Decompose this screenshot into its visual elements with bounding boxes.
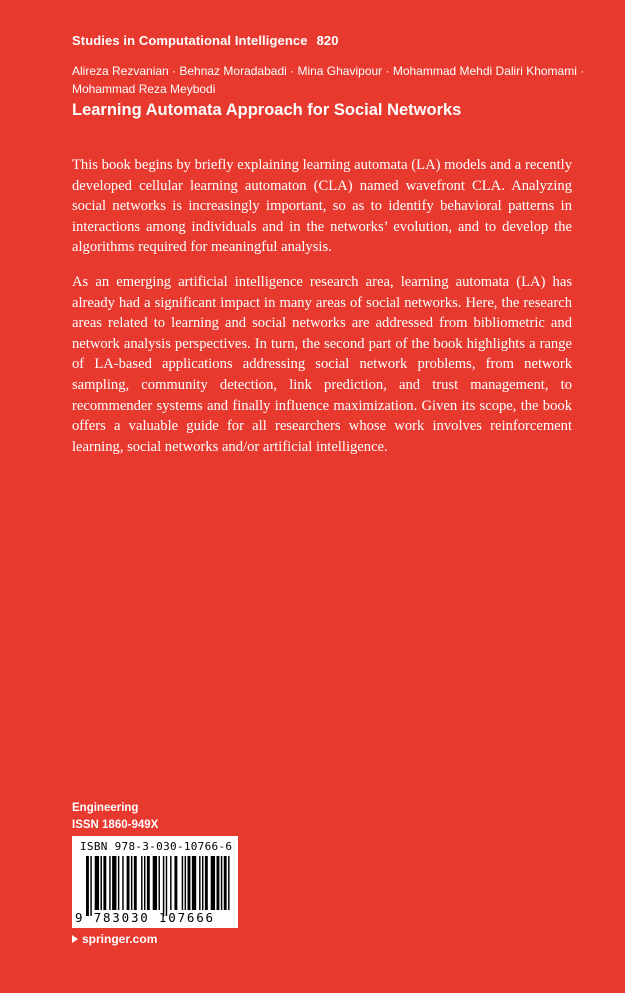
subject-info	[72, 800, 158, 834]
barcode-bar	[192, 856, 196, 910]
barcode-bar	[127, 856, 130, 910]
isbn-label: ISBN 978-3-030-10766-6	[80, 840, 233, 853]
barcode-bar	[202, 856, 203, 910]
barcode-bar	[101, 856, 102, 910]
barcode-bar	[174, 856, 177, 910]
barcode-bar	[112, 856, 116, 910]
isbn-barcode	[72, 836, 238, 928]
barcode-bar	[185, 856, 186, 910]
barcode-bar	[182, 856, 183, 910]
series-volume: 820	[316, 33, 339, 48]
barcode-bar	[134, 856, 137, 910]
barcode-bar	[211, 856, 215, 910]
barcode-digits: 9 783030 107666	[75, 910, 215, 925]
author-list	[72, 62, 585, 98]
triangle-right-icon	[72, 935, 78, 943]
barcode-bar	[153, 856, 157, 910]
barcode-bar	[147, 856, 150, 910]
barcode-bar	[217, 856, 220, 910]
barcode-bar	[170, 856, 171, 910]
issn-number: ISSN 1860-949X	[72, 819, 159, 831]
barcode-bar	[109, 856, 110, 910]
barcode-bar	[228, 856, 229, 910]
barcode-bar	[163, 856, 164, 916]
description-paragraph-2: As an emerging artificial intelligence research area, learning automata (LA) has already had a significant impact in many areas of social networks. Here, the research areas related to learning and social networks are addressed from bibliometric and network analysis perspectives. In turn, the second part of the book highlights a range of LA-based applications addressing social network problems, from network sampling, community detection, link prediction, and trust management, to recommender systems and finally influence maximization. Given its scope, the book offers a valuable guide for all researchers whose work involves reinforcement learning, social networks and/or artificial intelligence.	[72, 273, 572, 455]
authors-line-1: Alireza Rezvanian · Behnaz Moradabadi · Mina Ghavipour · Mohammad Mehdi Daliri Khomami ·	[72, 64, 585, 78]
barcode-bar	[103, 856, 106, 910]
series-heading	[72, 33, 339, 48]
barcode-bar	[166, 856, 167, 916]
barcode-bar	[118, 856, 119, 910]
barcode-bar	[224, 856, 227, 910]
website-text[interactable]: springer.com	[82, 932, 158, 946]
barcode-bar	[90, 856, 91, 916]
description-paragraph-1: This book begins by briefly explaining learning automata (LA) models and a recently developed cellular learning automaton (CLA) named wavefront CLA. Analyzing social networks is increasingly important, so as to identify behavioral patterns in interactions among individuals and in the networks’ evolution, and to develop the algorithms required for meaningful analysis.	[72, 157, 572, 256]
subject-category: Engineering	[72, 802, 139, 814]
barcode-bar	[122, 856, 123, 910]
publisher-website[interactable]	[72, 932, 157, 946]
barcode-bar	[95, 856, 99, 910]
barcode-bar	[205, 856, 208, 910]
barcode-bar	[188, 856, 191, 910]
series-name: Studies in Computational Intelligence	[72, 33, 308, 48]
barcode-bar	[141, 856, 142, 910]
barcode-bar	[159, 856, 160, 910]
book-description	[72, 155, 572, 471]
barcode-bar	[144, 856, 145, 910]
barcode-bar	[199, 856, 200, 910]
authors-line-2: Mohammad Reza Meybodi	[72, 82, 216, 96]
barcode-bar	[86, 856, 89, 916]
barcode-bar	[131, 856, 132, 910]
barcode-bar	[221, 856, 222, 910]
book-title: Learning Automata Approach for Social Networks	[72, 101, 462, 119]
